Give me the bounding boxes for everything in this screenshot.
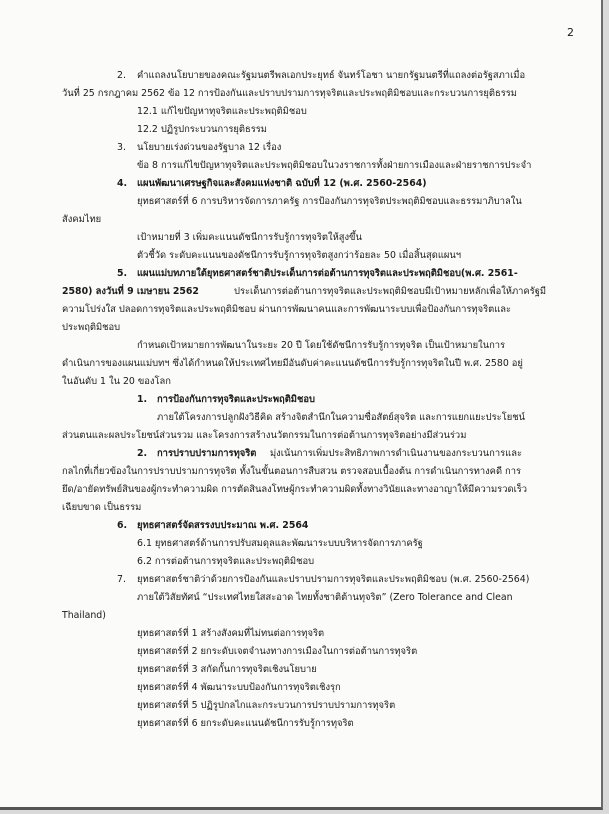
section-5-goal-b: ดำเนินการของแผนแม่บทฯ ซึ่งได้กำหนดให้ประเทศไทยมีอันดับค่าคะแนนดัชนีการรับรู้การทุจริตในปี พ.ศ. 2580 อยู่ — [62, 358, 523, 369]
strategy-1: ยุทธศาสตร์ที่ 1 สร้างสังคมที่ไม่ทนต่อการทุจริต — [137, 628, 325, 639]
strategy-6: ยุทธศาสตร์ที่ 6 ยกระดับคะแนนดัชนีการรับรู้การทุจริต — [137, 718, 354, 729]
section-4-para-b: สังคมไทย — [62, 214, 102, 225]
section-5-sub-2-para-c: ยึด/อายัดทรัพย์สินของผู้กระทำความผิด การตัดสินลงโทษผู้กระทำความผิดทั้งทางวินัยและทางอาญาให้มีความรวดเร็ว — [62, 484, 528, 495]
section-5-sub-1-para-a: ภายใต้โครงการปลูกฝังวิธีคิด สร้างจิตสำนึกในความซื่อสัตย์สุจริต และการแยกแยะประโยชน์ — [157, 412, 526, 423]
section-5-goal-c: ในอันดับ 1 ใน 20 ของโลก — [62, 376, 171, 387]
item-2-sub-1: 12.1 แก้ไขปัญหาทุจริตและประพฤติมิชอบ — [137, 106, 307, 117]
section-6-number: 6. — [117, 520, 128, 531]
section-5-sub-2-title: การปราบปรามการทุจริต — [157, 448, 257, 459]
strategy-4: ยุทธศาสตร์ที่ 4 พัฒนาระบบป้องกันการทุจริตเชิงรุก — [137, 682, 341, 693]
section-4-target: เป้าหมายที่ 3 เพิ่มคะแนนดัชนีการรับรู้การทุจริตให้สูงขึ้น — [137, 232, 362, 243]
section-5-sub-1-title: การป้องกันการทุจริตและประพฤติมิชอบ — [157, 394, 315, 405]
item-2-text: คำแถลงนโยบายของคณะรัฐมนตรีพลเอกประยุทธ์ จันทร์โอชา นายกรัฐมนตรีที่แถลงต่อรัฐสภาเมื่อ — [137, 70, 526, 81]
item-2-continuation: วันที่ 25 กรกฎาคม 2562 ข้อ 12 การป้องกันและปราบปรามการทุจริตและประพฤติมิชอบและกระบวนการยุติธรรม — [62, 88, 517, 99]
section-4-para-a: ยุทธศาสตร์ที่ 6 การบริหารจัดการภาครัฐ การป้องกันการทุจริตประพฤติมิชอบและธรรมาภิบาลใน — [137, 196, 522, 207]
section-5-sub-1-number: 1. — [137, 394, 148, 405]
section-4-number: 4. — [117, 178, 128, 189]
section-5-number: 5. — [117, 268, 128, 279]
section-6-item-1: 6.1 ยุทธศาสตร์ด้านการปรับสมดุลและพัฒนาระบบบริหารจัดการภาครัฐ — [137, 538, 423, 549]
section-5-title-b-rest: ประเด็นการต่อต้านการทุจริตและประพฤติมิชอบมีเป้าหมายหลักเพื่อให้ภาครัฐมี — [234, 286, 547, 297]
section-5-title-b: 2580) ลงวันที่ 9 เมษายน 2562 — [62, 286, 199, 297]
section-6-title: ยุทธศาสตร์จัดสรรงบประมาณ พ.ศ. 2564 — [137, 520, 309, 531]
section-5-sub-2-number: 2. — [137, 448, 148, 459]
section-5-sub-2-para-b: กลไกที่เกี่ยวข้องในการปราบปรามการทุจริต ทั้งในขั้นตอนการสืบสวน ตรวจสอบเบื้องต้น การดำเนินการทางคดี การ — [62, 466, 521, 477]
item-2-sub-2: 12.2 ปฏิรูปกระบวนการยุติธรรม — [137, 124, 267, 135]
section-7-number: 7. — [117, 574, 126, 585]
strategy-5: ยุทธศาสตร์ที่ 5 ปฏิรูปกลไกและกระบวนการปราบปรามการทุจริต — [137, 700, 396, 711]
section-7-title: ยุทธศาสตร์ชาติว่าด้วยการป้องกันและปราบปรามการทุจริตและประพฤติมิชอบ (พ.ศ. 2560-2564) — [137, 574, 530, 585]
section-5-sub-2-para-a: มุ่งเน้นการเพิ่มประสิทธิภาพการดำเนินงานของกระบวนการและ — [270, 448, 522, 459]
section-5-goal-a: กำหนดเป้าหมายการพัฒนาในระยะ 20 ปี โดยใช้ดัชนีการรับรู้การทุจริต เป็นเป้าหมายในการ — [137, 340, 506, 351]
section-5-title-a: แผนแม่บทภายใต้ยุทธศาสตร์ชาติประเด็นการต่อต้านการทุจริตและประพฤติมิชอบ(พ.ศ. 2561- — [137, 268, 518, 279]
page-number: 2 — [567, 26, 574, 39]
item-3-sub: ข้อ 8 การแก้ไขปัญหาทุจริตและประพฤติมิชอบในวงราชการทั้งฝ่ายการเมืองและฝ่ายราชการประจำ — [137, 160, 532, 171]
item-2-number: 2. — [117, 70, 126, 81]
item-3-number: 3. — [117, 142, 126, 153]
item-3-text: นโยบายเร่งด่วนของรัฐบาล 12 เรื่อง — [137, 142, 282, 153]
strategy-2: ยุทธศาสตร์ที่ 2 ยกระดับเจตจำนงทางการเมืองในการต่อต้านการทุจริต — [137, 646, 418, 657]
section-5-sub-2-para-d: เฉียบขาด เป็นธรรม — [62, 502, 142, 513]
section-5-para-c: ความโปร่งใส ปลอดการทุจริตและประพฤติมิชอบ ผ่านการพัฒนาคนและการพัฒนาระบบเพื่อป้องกันการทุจริตและ — [62, 304, 512, 315]
section-5-sub-1-para-b: ส่วนตนและผลประโยชน์ส่วนรวม และโครงการสร้างนวัตกรรมในการต่อต้านการทุจริตอย่างมีส่วนร่วม — [62, 430, 467, 441]
section-4-title: แผนพัฒนาเศรษฐกิจและสังคมแห่งชาติ ฉบับที่ 12 (พ.ศ. 2560-2564) — [137, 178, 427, 189]
section-7-vision-b: Thailand) — [62, 610, 106, 621]
section-5-para-d: ประพฤติมิชอบ — [62, 322, 121, 333]
section-4-indicator: ตัวชี้วัด ระดับคะแนนของดัชนีการรับรู้การทุจริตสูงกว่าร้อยละ 50 เมื่อสิ้นสุดแผนฯ — [137, 250, 462, 261]
strategy-3: ยุทธศาสตร์ที่ 3 สกัดกั้นการทุจริตเชิงนโยบาย — [137, 664, 317, 675]
section-7-vision-a: ภายใต้วิสัยทัศน์ “ประเทศไทยใสสะอาด ไทยทั้งชาติต้านทุจริต” (Zero Tolerance and Clean — [137, 592, 513, 603]
section-6-item-2: 6.2 การต่อต้านการทุจริตและประพฤติมิชอบ — [137, 556, 315, 567]
